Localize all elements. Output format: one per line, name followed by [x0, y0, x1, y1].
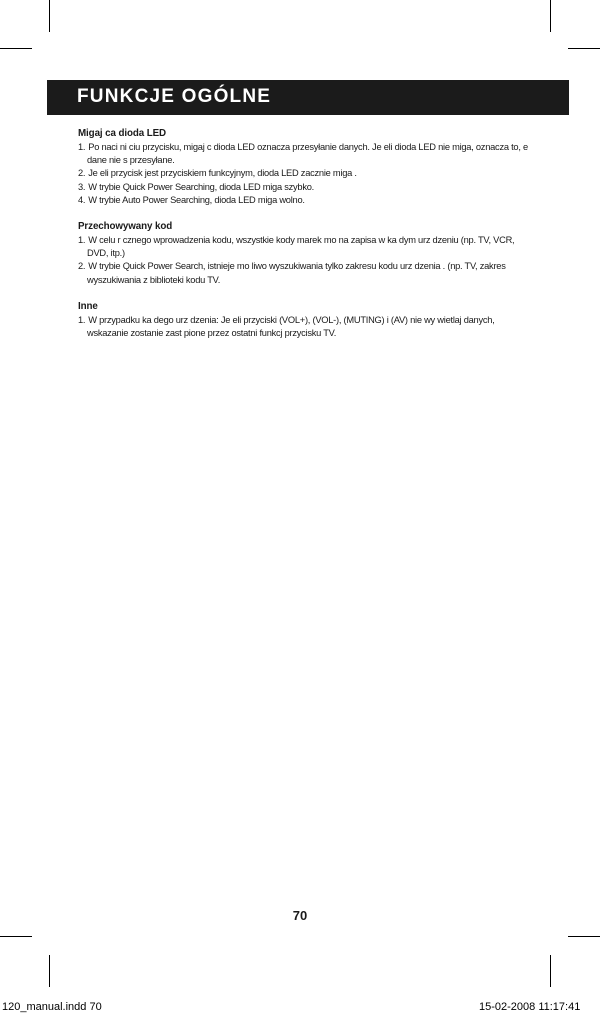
list-item [78, 141, 528, 167]
file-slug: 120_manual.indd 70 [2, 1001, 102, 1013]
item-list [78, 141, 528, 207]
item-text: W przypadku ka dego urz dzenia: Je eli przyciski (VOL+), (VOL-), (MUTING) i (AV) nie wy wietlaj danych, wskazanie zostanie zast pione przez ostatni funkcj przycisku TV. [87, 314, 495, 339]
list-item [78, 314, 528, 340]
section-stored-code [78, 220, 528, 287]
item-text: W celu r cznego wprowadzenia kodu, wszystkie kody marek mo na zapisa w ka dym urz dzeniu (np. TV, VCR, DVD, itp.) [87, 235, 515, 259]
item-number: 4. [78, 194, 86, 205]
crop-mark [49, 0, 50, 32]
crop-mark [568, 936, 600, 937]
crop-mark [0, 48, 32, 49]
section-header-bar [47, 80, 569, 115]
page-title: FUNKCJE OGÓLNE [77, 86, 272, 107]
item-text: Po naci ni ciu przycisku, migaj c dioda LED oznacza przesyłanie danych. Je eli dioda LED nie miga, oznacza to, e dane nie s przesyłane. [87, 142, 528, 166]
item-number: 2. [78, 261, 86, 272]
section-heading: Migaj ca dioda LED [78, 128, 167, 139]
document-body [78, 127, 528, 353]
item-text: Je eli przycisk jest przyciskiem funkcyjnym, dioda LED zacznie miga . [88, 168, 357, 179]
section-heading: Przechowywany kod [78, 221, 173, 233]
item-number: 3. [78, 181, 86, 192]
crop-mark [0, 936, 32, 937]
crop-mark [550, 0, 551, 32]
item-text: W trybie Quick Power Searching, dioda LED miga szybko. [88, 181, 315, 192]
item-number: 2. [78, 168, 86, 179]
list-item [78, 181, 528, 194]
item-number: 1. [78, 314, 86, 325]
list-item [78, 260, 528, 286]
page-number: 70 [292, 908, 308, 923]
list-item [78, 234, 528, 260]
crop-mark [568, 48, 600, 49]
item-list [78, 314, 528, 340]
list-item [78, 167, 528, 180]
print-timestamp: 15-02-2008 11:17:41 [479, 1001, 581, 1013]
item-list [78, 234, 528, 287]
item-text: W trybie Auto Power Searching, dioda LED miga wolno. [88, 194, 305, 205]
crop-mark [550, 955, 551, 987]
section-heading: Inne [78, 300, 98, 312]
item-number: 1. [78, 235, 86, 246]
item-text: W trybie Quick Power Search, istnieje mo liwo wyszukiwania tylko zakresu kodu urz dzenia . (np. TV, zakres wyszukiwania z biblioteki kodu TV. [87, 261, 506, 285]
section-led [78, 127, 528, 207]
list-item [78, 194, 528, 207]
item-number: 1. [78, 142, 86, 152]
section-other [78, 300, 528, 340]
crop-mark [49, 955, 50, 987]
